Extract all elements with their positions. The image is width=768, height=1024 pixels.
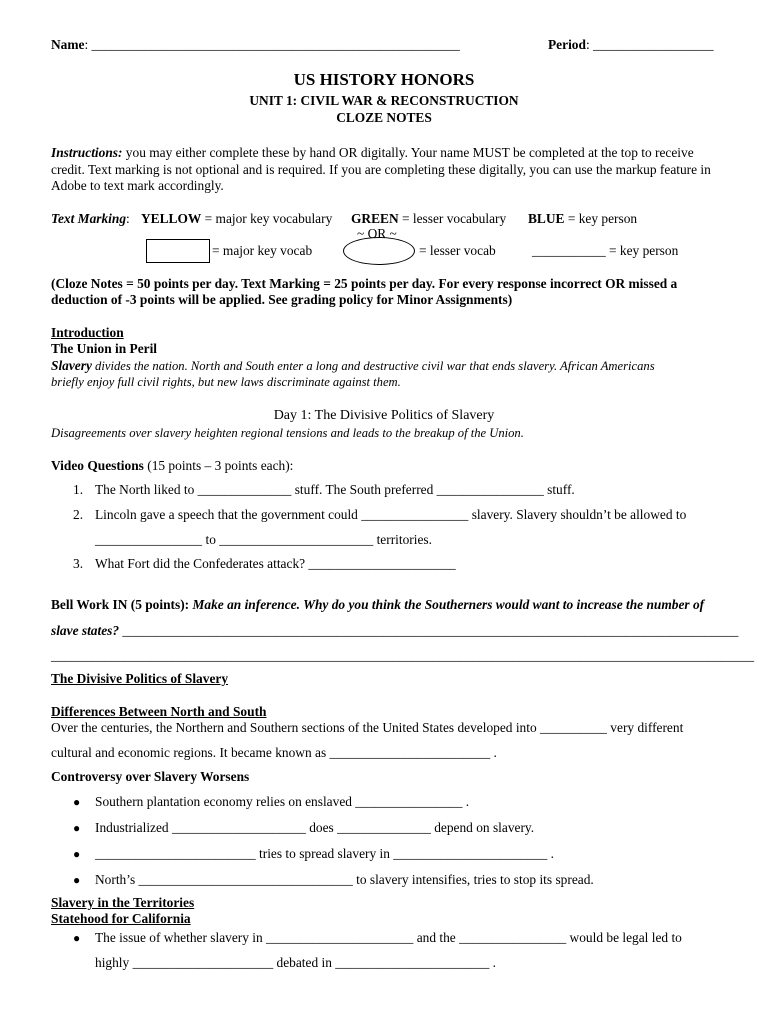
bullet-icon: ● bbox=[73, 931, 81, 945]
day1-summary: Disagreements over slavery heighten regional tensions and leads to the breakup of the Union. bbox=[51, 426, 524, 440]
question-number: 3. bbox=[73, 556, 84, 571]
name-field[interactable] bbox=[51, 37, 460, 53]
text-marking-legend bbox=[51, 211, 130, 227]
video-question-2-continued[interactable]: ________________ to _______________________ territories. bbox=[95, 532, 432, 547]
territories-heading: Slavery in the Territories bbox=[51, 895, 195, 910]
video-points: (15 points – 3 points each): bbox=[143, 458, 294, 473]
blue-label: BLUE bbox=[528, 211, 565, 226]
day1-heading: Day 1: The Divisive Politics of Slavery bbox=[273, 408, 495, 423]
course-title: US HISTORY HONORS bbox=[293, 70, 475, 89]
video-question-3[interactable] bbox=[73, 556, 456, 572]
intro-text-1: divides the nation. North and South enter a long and destructive civil war that ends slavery. African Americans bbox=[91, 359, 655, 373]
bellwork-label: Bell Work IN (5 points): bbox=[51, 597, 190, 612]
differences-line-2[interactable]: cultural and economic regions. It became known as ________________________ . bbox=[51, 745, 497, 760]
instructions-text-1: you may either complete these by hand OR digitally. Your name MUST be completed at the top to receive bbox=[122, 145, 694, 160]
question-text: Lincoln gave a speech that the government could ________________ slavery. Slavery shouldn’t be allowed to bbox=[95, 507, 687, 522]
unit-title: UNIT 1: CIVIL WAR & RECONSTRUCTION bbox=[249, 93, 519, 108]
bullet-icon: ● bbox=[73, 821, 81, 835]
oval-desc: = lesser vocab bbox=[419, 243, 496, 258]
california-line-2[interactable]: highly _____________________ debated in _______________________ . bbox=[95, 955, 496, 970]
text-marking-label: Text Marking bbox=[51, 211, 127, 226]
points-line-1: (Cloze Notes = 50 points per day. Text Marking = 25 points per day. For every response incorrect OR missed a bbox=[51, 276, 678, 291]
instructions-label: Instructions: bbox=[51, 145, 123, 160]
california-heading: Statehood for California bbox=[51, 911, 191, 926]
intro-line-2: briefly enjoy full civil rights, but new laws discriminate against them. bbox=[51, 375, 401, 389]
bellwork-answer-line-2[interactable]: _________________________________________________________________________________________________________ bbox=[51, 648, 755, 663]
blue-key bbox=[528, 211, 637, 227]
bellwork-question-end: slave states? bbox=[51, 623, 120, 638]
controversy-heading: Controversy over Slavery Worsens bbox=[51, 769, 250, 784]
yellow-label: YELLOW bbox=[141, 211, 202, 226]
period-line: : __________________ bbox=[585, 37, 714, 52]
instructions-line-3: Adobe to text mark accordingly. bbox=[51, 178, 224, 193]
list-item[interactable] bbox=[73, 846, 554, 862]
box-marking-sample bbox=[146, 239, 210, 263]
text-marking-colon: : bbox=[126, 211, 130, 226]
list-item-text: The issue of whether slavery in ______________________ and the ________________ would be legal led to bbox=[95, 930, 682, 945]
differences-line-1[interactable]: Over the centuries, the Northern and Southern sections of the United States developed into __________ very different bbox=[51, 720, 684, 735]
list-item[interactable] bbox=[73, 794, 469, 810]
name-line: : _______________________________________________________ bbox=[84, 37, 460, 52]
question-text: What Fort did the Confederates attack? ______________________ bbox=[95, 556, 456, 571]
instructions-line-1 bbox=[51, 145, 694, 161]
bellwork-prompt bbox=[51, 597, 704, 613]
bullet-icon: ● bbox=[73, 847, 81, 861]
bullet-icon: ● bbox=[73, 795, 81, 809]
list-item-text: North’s ________________________________ to slavery intensifies, tries to stop its spread. bbox=[95, 872, 594, 887]
list-item[interactable] bbox=[73, 872, 594, 888]
bellwork-blank: ____________________________________________________________________________________________ bbox=[119, 623, 739, 638]
list-item[interactable] bbox=[73, 930, 682, 946]
section-heading: The Divisive Politics of Slavery bbox=[51, 671, 229, 686]
intro-subheading: The Union in Peril bbox=[51, 341, 158, 356]
differences-heading: Differences Between North and South bbox=[51, 704, 267, 719]
question-number: 1. bbox=[73, 482, 84, 497]
bullet-icon: ● bbox=[73, 873, 81, 887]
instructions-line-2: credit. Text marking is not optional and is required. If you are completing these digitally, you can use the markup feature in bbox=[51, 162, 711, 177]
question-number: 2. bbox=[73, 507, 84, 522]
intro-heading: Introduction bbox=[51, 325, 124, 340]
oval-marking-sample bbox=[343, 237, 415, 265]
green-label: GREEN bbox=[351, 211, 399, 226]
list-item[interactable] bbox=[73, 820, 534, 836]
video-questions-heading bbox=[51, 458, 293, 474]
list-item-text: ________________________ tries to spread slavery in _______________________ . bbox=[95, 846, 554, 861]
bellwork-question: Make an inference. Why do you think the Southerners would want to increase the number of bbox=[189, 597, 705, 612]
blue-desc: = key person bbox=[564, 211, 638, 226]
video-label: Video Questions bbox=[51, 458, 144, 473]
bellwork-answer-line-1[interactable] bbox=[51, 623, 738, 639]
intro-line-1 bbox=[51, 358, 655, 374]
period-field[interactable] bbox=[548, 37, 714, 53]
video-question-1[interactable] bbox=[73, 482, 575, 498]
green-key bbox=[351, 211, 506, 227]
points-line-2: deduction of -3 points will be applied. See grading policy for Minor Assignments) bbox=[51, 292, 513, 307]
box-desc: = major key vocab bbox=[212, 243, 313, 258]
yellow-desc: = major key vocabulary bbox=[201, 211, 333, 226]
intro-slavery-word: Slavery bbox=[51, 358, 92, 373]
green-desc: = lesser vocabulary bbox=[398, 211, 507, 226]
or-separator: ~ OR ~ bbox=[357, 226, 397, 241]
notes-title: CLOZE NOTES bbox=[336, 110, 432, 125]
name-label: Name bbox=[51, 37, 85, 52]
period-label: Period bbox=[548, 37, 586, 52]
line-desc: ___________ = key person bbox=[532, 243, 679, 258]
question-text: The North liked to ______________ stuff. The South preferred ________________ stuff. bbox=[95, 482, 575, 497]
list-item-text: Southern plantation economy relies on enslaved ________________ . bbox=[95, 794, 470, 809]
yellow-key bbox=[141, 211, 332, 227]
list-item-text: Industrialized ____________________ does ______________ depend on slavery. bbox=[95, 820, 535, 835]
video-question-2[interactable] bbox=[73, 507, 686, 523]
